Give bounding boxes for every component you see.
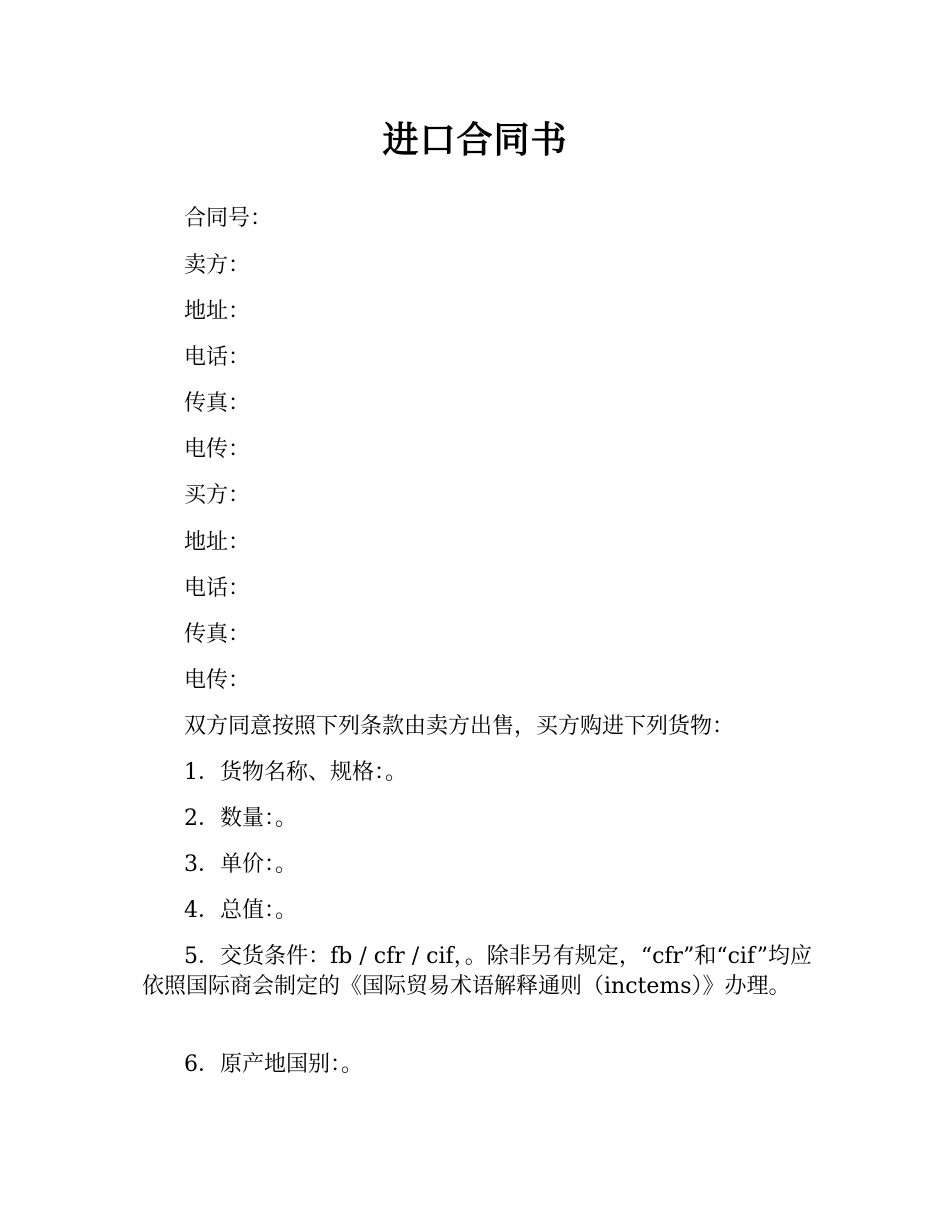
clause-total-value: 4．总值：。 — [184, 898, 297, 923]
field-seller-phone: 电话： — [184, 345, 251, 370]
field-seller-fax: 传真： — [184, 391, 251, 416]
clause-delivery-terms: 5．交货条件：fb / cfr / cif，。除非另有规定，“cfr”和“cif”均应依照国际商会制定的《国际贸易术语解释通则（inctems）》办理。 — [142, 944, 812, 999]
field-seller-telex: 电传： — [184, 437, 251, 462]
clause-unit-price: 3．单价：。 — [184, 852, 297, 877]
field-contract-number: 合同号： — [184, 206, 273, 231]
clause-quantity: 2．数量：。 — [184, 806, 297, 831]
field-buyer: 买方： — [184, 483, 251, 508]
field-buyer-telex: 电传： — [184, 668, 251, 693]
clause-goods-spec: 1．货物名称、规格：。 — [184, 760, 407, 785]
clause-country-of-origin: 6．原产地国别：。 — [184, 1052, 363, 1077]
field-buyer-address: 地址： — [184, 530, 251, 555]
field-buyer-phone: 电话： — [184, 576, 251, 601]
field-seller: 卖方： — [184, 253, 251, 278]
field-buyer-fax: 传真： — [184, 622, 251, 647]
intro-paragraph: 双方同意按照下列条款由卖方出售，买方购进下列货物： — [184, 714, 735, 739]
field-seller-address: 地址： — [184, 299, 251, 324]
document-title: 进口合同书 — [382, 120, 568, 161]
